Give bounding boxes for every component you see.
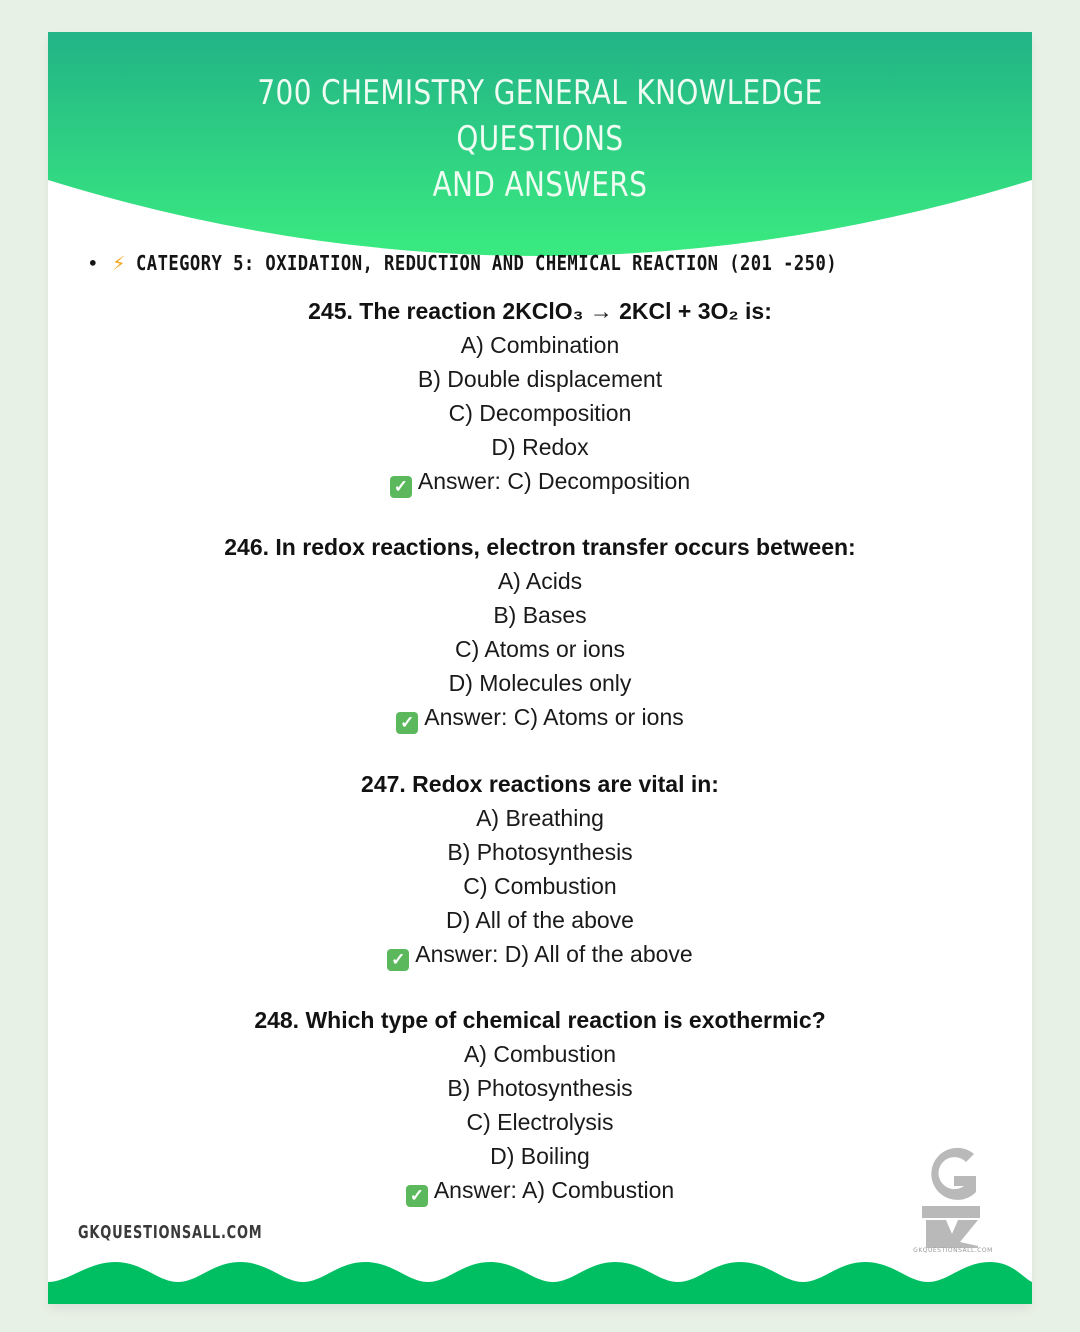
- footer-wave-decoration: [48, 1258, 1032, 1304]
- bullet-icon: •: [88, 253, 99, 273]
- question-block-248: [48, 1003, 1032, 1207]
- logo-caption: GKQUESTIONSALL.COM: [913, 1247, 993, 1254]
- option-a: A) Acids: [497, 568, 583, 594]
- answer-line: [48, 464, 1032, 498]
- answer-text: Answer: D) All of the above: [415, 941, 693, 967]
- option-d: D) Molecules only: [448, 670, 632, 696]
- question-text: 248. Which type of chemical reaction is exothermic?: [254, 1007, 826, 1033]
- category-title: CATEGORY 5: OXIDATION, REDUCTION AND CHEMICAL REACTION (201 -250): [135, 251, 837, 275]
- option-a: A) Combustion: [463, 1041, 617, 1067]
- page-title: [137, 70, 944, 208]
- lightning-bolt-icon: ⚡: [112, 250, 126, 276]
- option-d: D) Redox: [491, 434, 589, 460]
- answer-line: [48, 1173, 1032, 1207]
- question-text: 245. The reaction 2KClO₃ → 2KCl + 3O₂ is:: [308, 298, 772, 324]
- answer-text: Answer: A) Combustion: [433, 1177, 675, 1203]
- check-mark-icon: ✓: [396, 712, 418, 734]
- question-text: 246. In redox reactions, electron transfer occurs between:: [224, 534, 856, 560]
- website-label: GKQUESTIONSALL.COM: [78, 1222, 263, 1243]
- option-b: B) Photosynthesis: [447, 1075, 633, 1101]
- option-b: B) Photosynthesis: [447, 839, 633, 865]
- title-line-1: 700 CHEMISTRY GENERAL KNOWLEDGE: [257, 73, 823, 113]
- option-b: B) Double displacement: [417, 366, 663, 392]
- title-line-2: QUESTIONS: [456, 119, 624, 159]
- option-c: C) Decomposition: [448, 400, 632, 426]
- answer-text: Answer: C) Atoms or ions: [424, 704, 684, 730]
- check-mark-icon: ✓: [390, 476, 412, 498]
- option-c: C) Electrolysis: [466, 1109, 614, 1135]
- option-a: A) Breathing: [476, 805, 604, 831]
- question-block-245: [48, 294, 1032, 498]
- answer-text: Answer: C) Decomposition: [417, 468, 691, 494]
- check-mark-icon: ✓: [387, 949, 409, 971]
- option-b: B) Bases: [493, 602, 587, 628]
- gk-logo-icon: [916, 1140, 988, 1260]
- category-heading: [88, 248, 1018, 278]
- quiz-card: [48, 32, 1032, 1304]
- option-d: D) Boiling: [490, 1143, 590, 1169]
- question-block-246: [48, 530, 1032, 734]
- title-line-3: AND ANSWERS: [432, 165, 648, 205]
- option-d: D) All of the above: [446, 907, 634, 933]
- header-banner: [48, 32, 1032, 272]
- check-mark-icon: ✓: [406, 1185, 428, 1207]
- option-c: C) Combustion: [463, 873, 617, 899]
- question-text: 247. Redox reactions are vital in:: [361, 771, 719, 797]
- option-c: C) Atoms or ions: [455, 636, 625, 662]
- answer-line: [48, 700, 1032, 734]
- answer-line: [48, 937, 1032, 971]
- option-a: A) Combination: [460, 332, 620, 358]
- question-block-247: [48, 767, 1032, 971]
